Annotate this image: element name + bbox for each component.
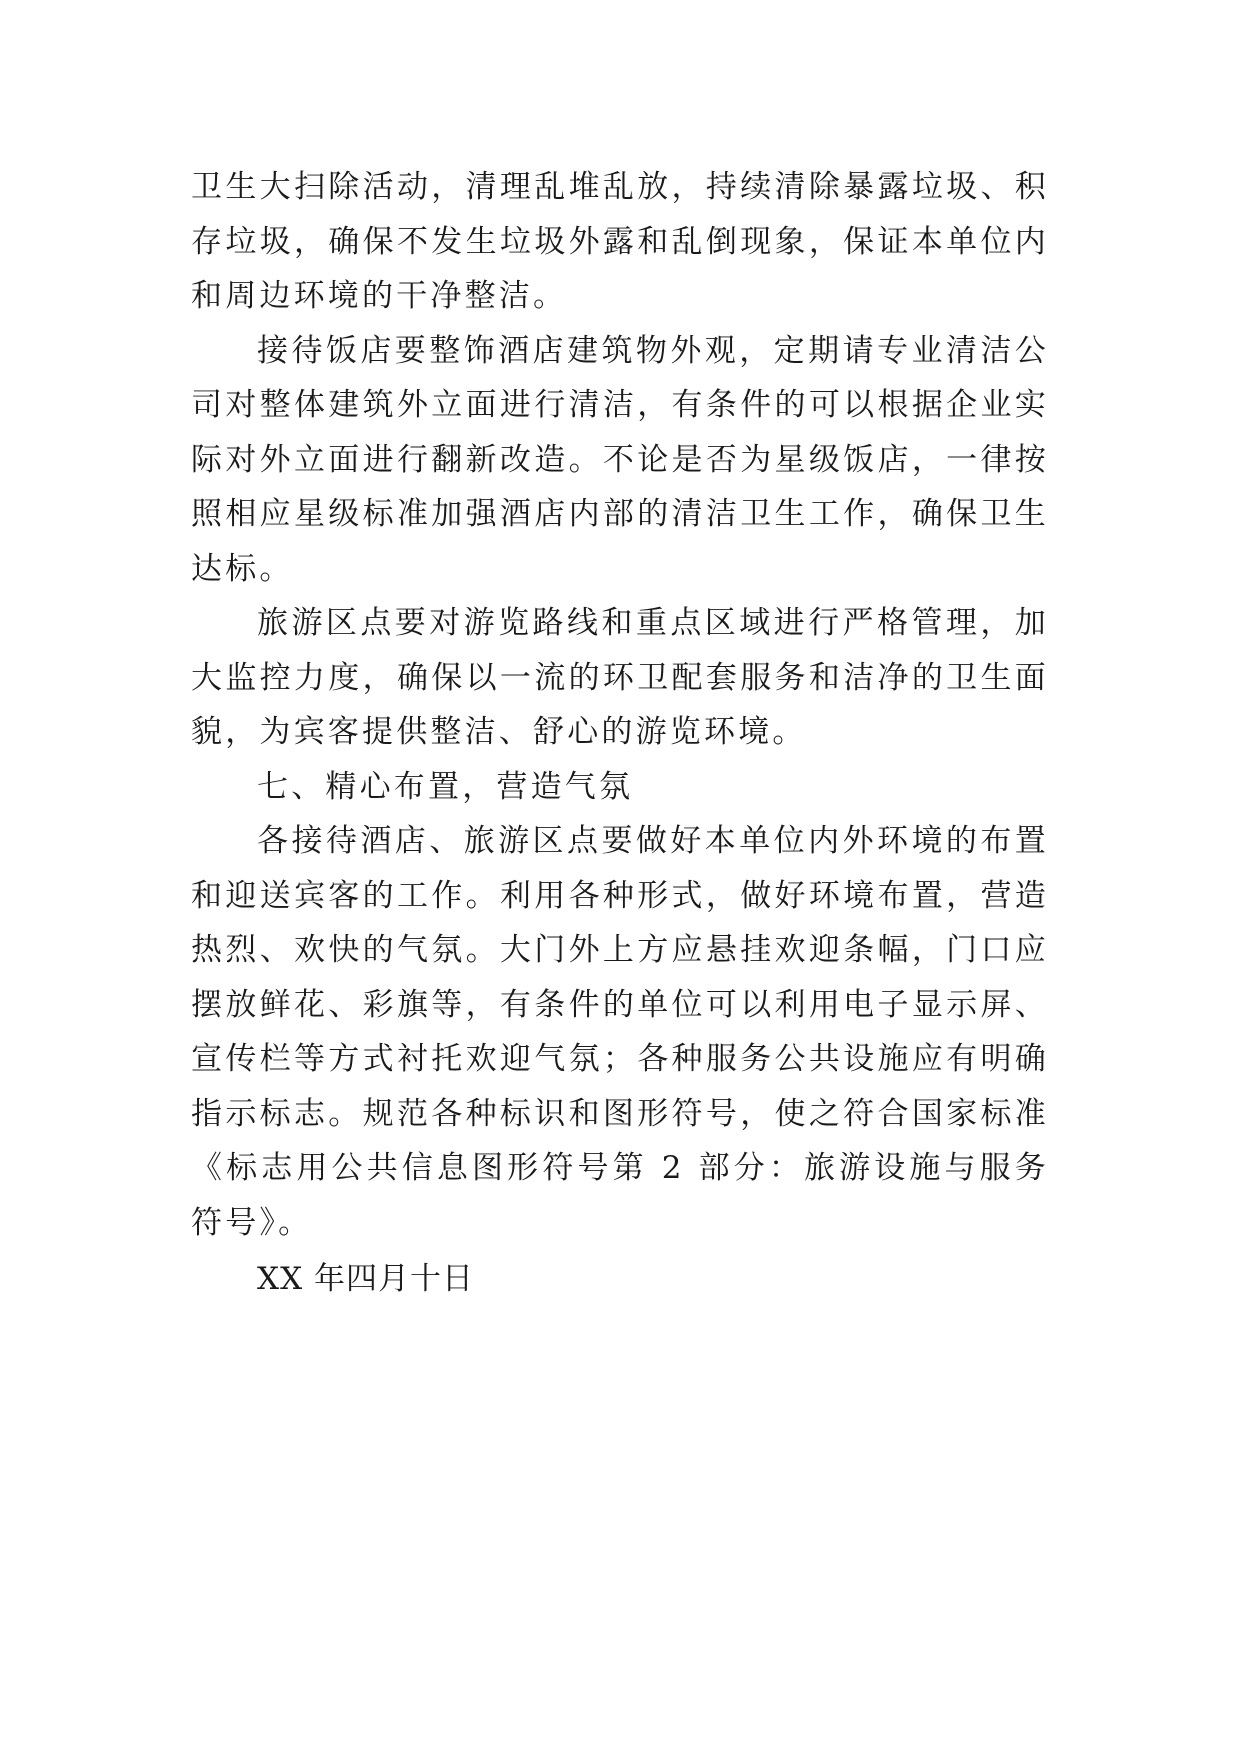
paragraph-decoration-arrangement: 各接待酒店、旅游区点要做好本单位内外环境的布置和迎送宾客的工作。利用各种形式，做好环境布置，营造热烈、欢快的气氛。大门外上方应悬挂欢迎条幅，门口应摆放鲜花、彩旗等，有条件的单位可以利用电子显示屏、宣传栏等方式衬托欢迎气氛；各种服务公共设施应有明确指示标志。规范各种标识和图形符号，使之符合国家标准《标志用公共信息图形符号第 2 部分：旅游设施与服务符号》。 — [191, 823, 1049, 1241]
document-body — [191, 160, 1049, 1307]
paragraph-scenic-area-management: 旅游区点要对游览路线和重点区域进行严格管理，加大监控力度，确保以一流的环卫配套服务和洁净的卫生面貌，为宾客提供整洁、舒心的游览环境。 — [191, 605, 1049, 750]
section-heading-seven: 七、精心布置，营造气氛 — [257, 768, 634, 805]
paragraph-hotel-appearance: 接待饭店要整饰酒店建筑物外观，定期请专业清洁公司对整体建筑外立面进行清洁，有条件的可以根据企业实际对外立面进行翻新改造。不论是否为星级饭店，一律按照相应星级标准加强酒店内部的清洁卫生工作，确保卫生达标。 — [191, 332, 1049, 587]
document-date: XX 年四月十日 — [257, 1261, 474, 1297]
paragraph-continuation: 卫生大扫除活动，清理乱堆乱放，持续清除暴露垃圾、积存垃圾，确保不发生垃圾外露和乱倒现象，保证本单位内和周边环境的干净整洁。 — [191, 169, 1049, 314]
